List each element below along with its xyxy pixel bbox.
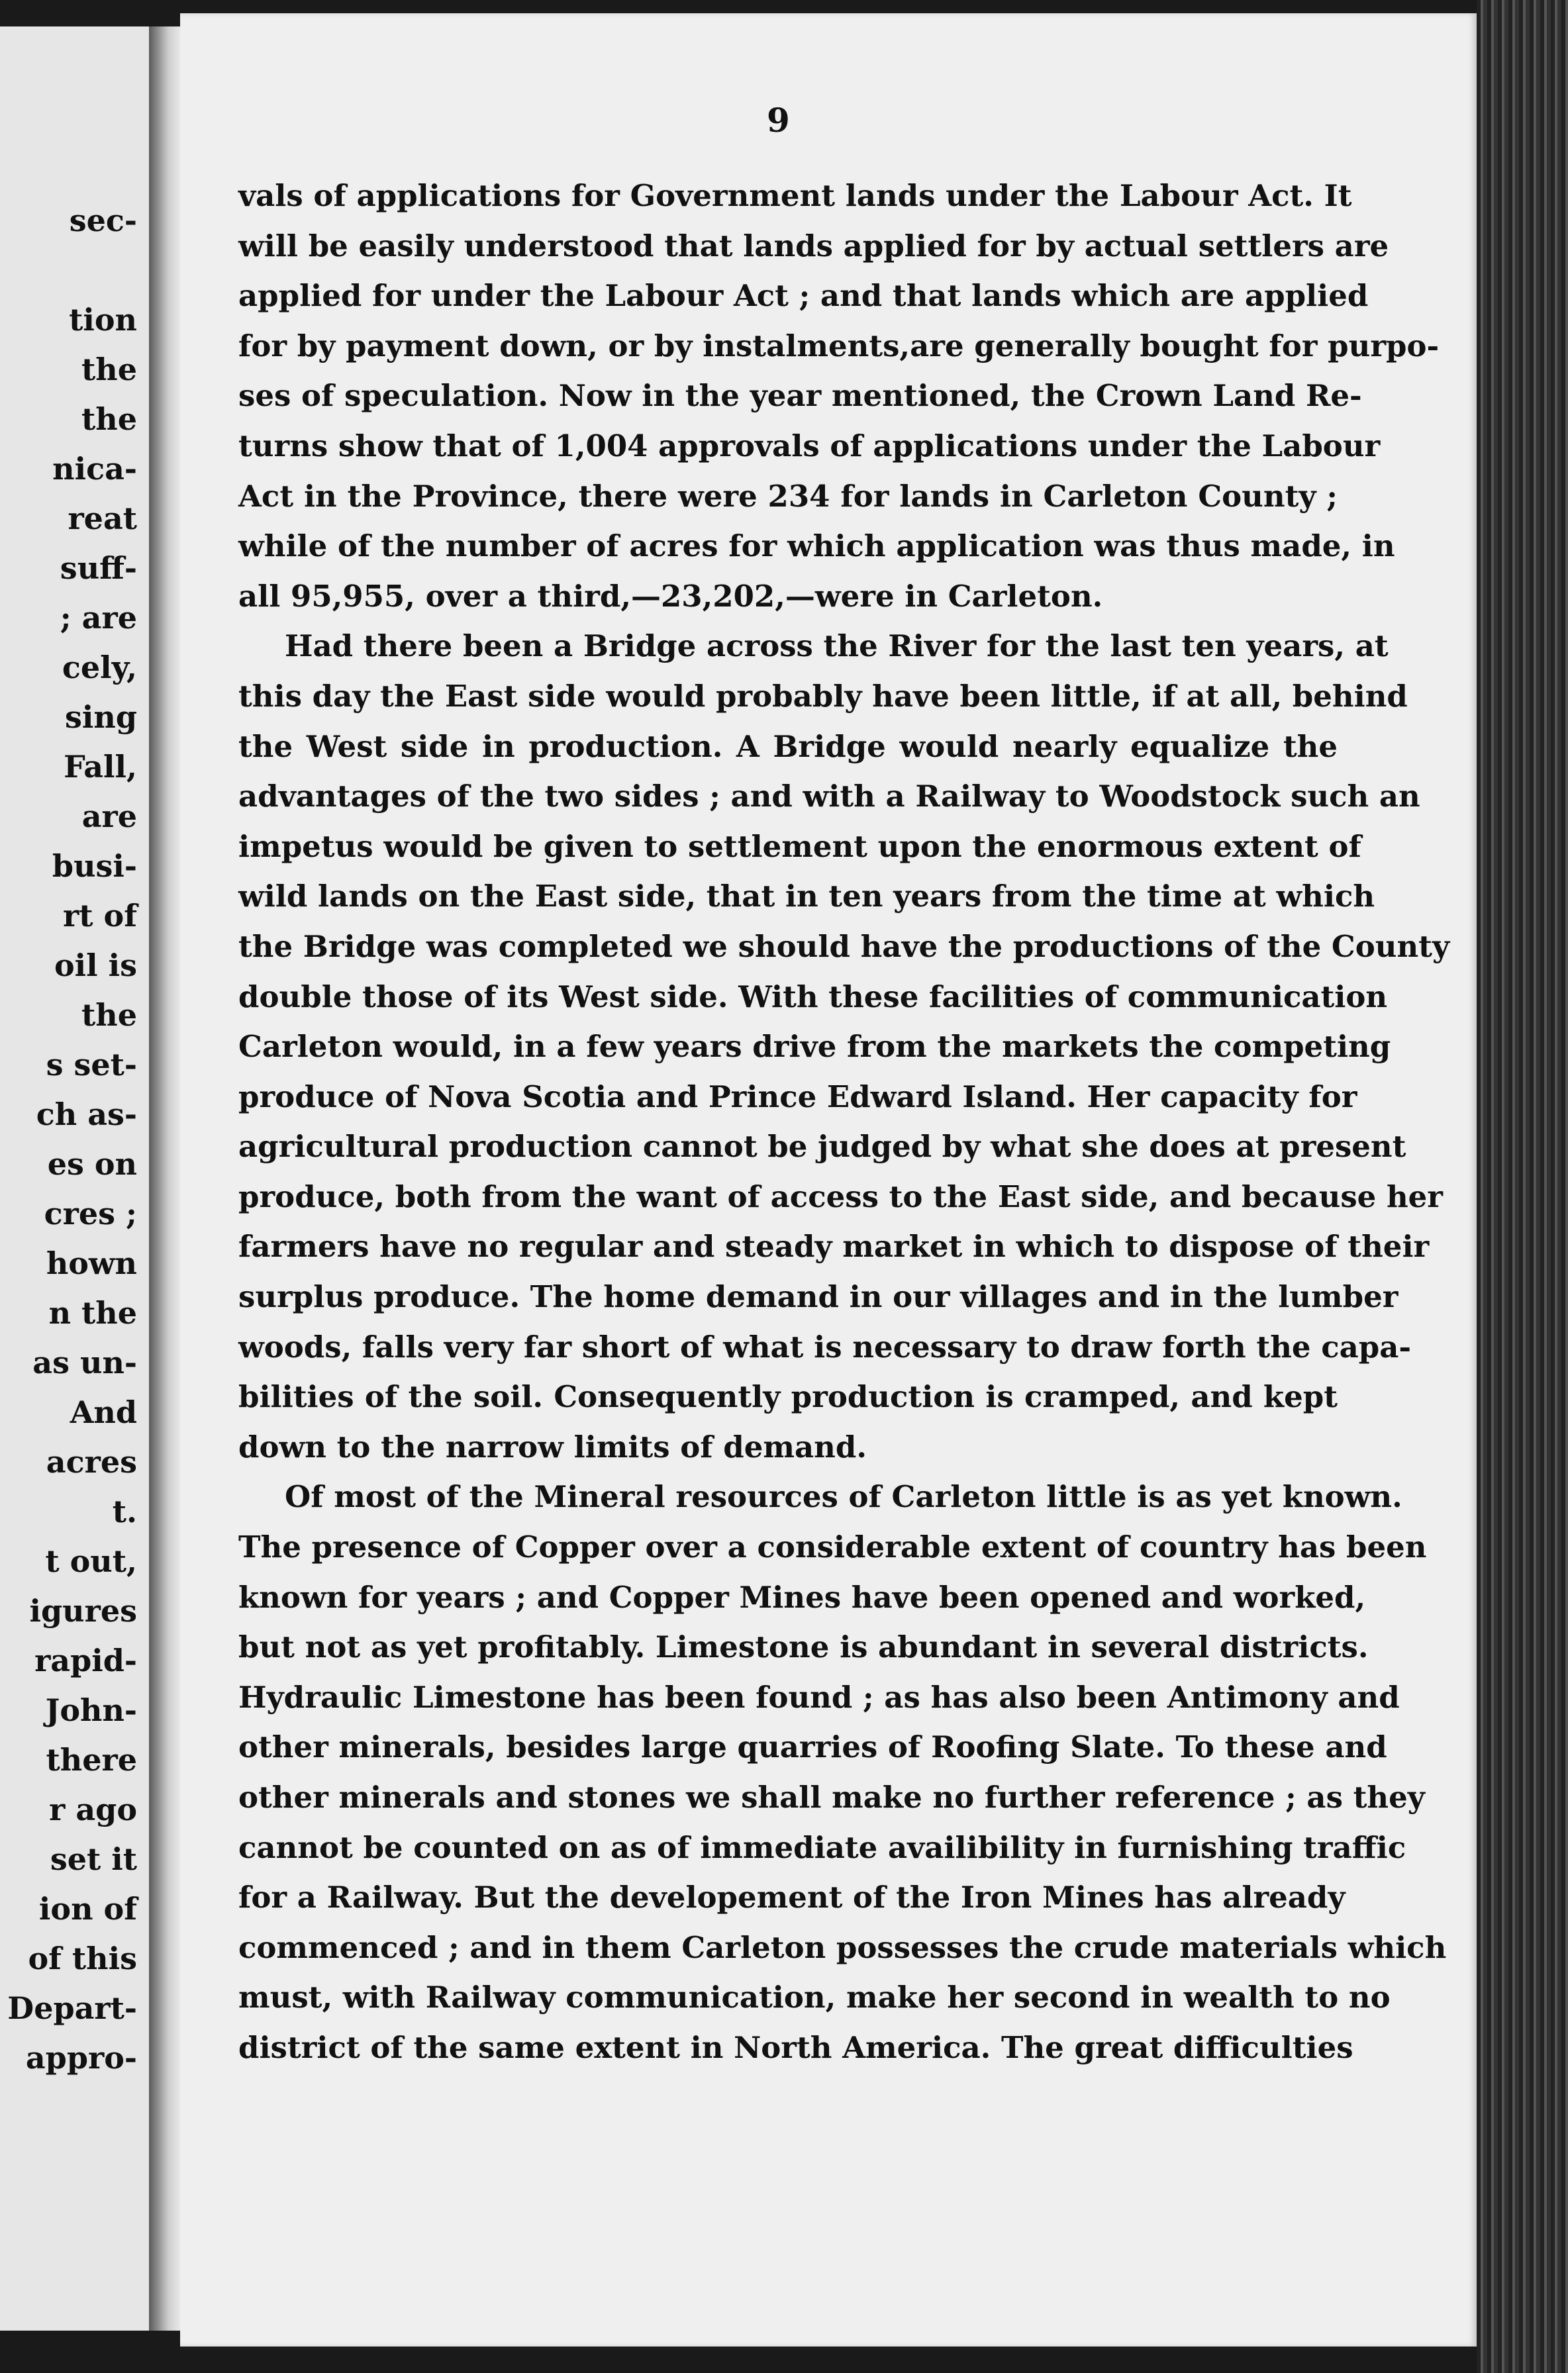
text-line: Hydraulic Limestone has been found ; as has also been Antimony and: [238, 1679, 1400, 1715]
facing-page-fragment: cres ;: [44, 1196, 137, 1232]
text-line: all 95,955, over a third,—23,202,—were in Carleton.: [238, 578, 1103, 614]
text-line: Of most of the Mineral resources of Carleton little is as yet known.: [285, 1479, 1402, 1515]
facing-page-fragment: set it: [50, 1841, 137, 1877]
facing-page-fragment: Depart-: [7, 1990, 137, 2026]
facing-page-fragment: are: [81, 799, 137, 834]
facing-page-fragment: tion: [69, 302, 137, 338]
text-line: but not as yet profitably. Limestone is abundant in several districts.: [238, 1629, 1369, 1665]
text-line: wild lands on the East side, that in ten years from the time at which: [238, 879, 1375, 914]
facing-page-fragment: nica-: [52, 451, 137, 487]
text-line: for a Railway. But the developement of the Iron Mines has already: [238, 1880, 1346, 1915]
facing-page-fragment: the: [81, 401, 137, 437]
text-line: other minerals, besides large quarries of Roofing Slate. To these and: [238, 1729, 1387, 1765]
text-line: turns show that of 1,004 approvals of applications under the Labour: [238, 428, 1381, 463]
facing-page-fragment: r ago: [49, 1792, 137, 1827]
facing-page-fragment: t out,: [45, 1543, 137, 1579]
text-line: this day the East side would probably have been little, if at all, behind: [238, 678, 1408, 714]
text-line: farmers have no regular and steady market in which to dispose of their: [238, 1229, 1430, 1265]
text-line: known for years ; and Copper Mines have been opened and worked,: [238, 1579, 1366, 1615]
facing-page-fragment: appro-: [25, 2040, 137, 2076]
text-line: The presence of Copper over a considerable extent of country has been: [238, 1529, 1427, 1565]
page-text: [238, 171, 1450, 2073]
facing-page-fragment: t.: [112, 1494, 137, 1529]
facing-page-fragment: the: [81, 997, 137, 1033]
facing-page-fragment: hown: [46, 1245, 137, 1281]
facing-page-fragment: reat: [68, 501, 137, 536]
facing-page-fragment: n the: [48, 1295, 137, 1331]
text-line: Carleton would, in a few years drive from the markets the competing: [238, 1029, 1391, 1065]
facing-page-fragment: acres: [46, 1444, 137, 1480]
facing-page-fragment: ion of: [38, 1891, 137, 1927]
text-line: produce, both from the want of access to the East side, and because her: [238, 1179, 1444, 1214]
facing-page-fragment: Fall,: [64, 749, 137, 785]
facing-page-fragment: John-: [45, 1692, 137, 1728]
text-line: ses of speculation. Now in the year mentioned, the Crown Land Re-: [238, 378, 1362, 414]
facing-page-fragment: of this: [28, 1941, 137, 1976]
text-line: district of the same extent in North America. The great difficulties: [238, 2029, 1353, 2065]
facing-page-fragment: the: [81, 352, 137, 387]
facing-page-fragment: suff-: [60, 550, 137, 586]
text-line: woods, falls very far short of what is necessary to draw forth the capa-: [238, 1329, 1412, 1365]
text-line: for by payment down, or by instalments,are generally bought for purpo-: [238, 328, 1440, 363]
facing-page-fragment: s set-: [46, 1047, 137, 1083]
text-line: surplus produce. The home demand in our villages and in the lumber: [238, 1279, 1398, 1315]
facing-page-fragment: es on: [47, 1146, 137, 1182]
text-line: impetus would be given to settlement upon the enormous extent of: [238, 828, 1361, 864]
text-line: Act in the Province, there were 234 for lands in Carleton County ;: [238, 478, 1338, 514]
facing-page: [0, 26, 152, 2331]
facing-page-fragment: And: [70, 1394, 137, 1430]
facing-page-fragment: oil is: [54, 947, 137, 983]
text-line: down to the narrow limits of demand.: [238, 1429, 867, 1465]
page-number: 9: [767, 101, 790, 140]
text-line: Had there been a Bridge across the River for the last ten years, at: [285, 628, 1389, 664]
facing-page-fragment: sing: [65, 699, 137, 735]
facing-page-fragment: there: [46, 1742, 137, 1778]
facing-page-fragment: as un-: [32, 1345, 137, 1380]
text-line: the Bridge was completed we should have the productions of the County: [238, 928, 1450, 964]
text-line: applied for under the Labour Act ; and that lands which are applied: [238, 278, 1369, 314]
text-line: the West side in production. A Bridge would nearly equalize the: [238, 728, 1338, 764]
text-line: will be easily understood that lands applied for by actual settlers are: [238, 228, 1389, 264]
text-line: other minerals and stones we shall make no further reference ; as they: [238, 1780, 1425, 1815]
text-line: cannot be counted on as of immediate availibility in furnishing traffic: [238, 1829, 1406, 1865]
text-line: produce of Nova Scotia and Prince Edward Island. Her capacity for: [238, 1079, 1357, 1114]
facing-page-fragment: ; are: [60, 600, 137, 636]
text-line: agricultural production cannot be judged by what she does at present: [238, 1129, 1406, 1165]
text-line: bilities of the soil. Consequently production is cramped, and kept: [238, 1379, 1338, 1415]
text-line: double those of its West side. With these facilities of communication: [238, 979, 1388, 1014]
facing-page-fragment: rt of: [63, 898, 137, 934]
text-line: commenced ; and in them Carleton possesses the crude materials which: [238, 1929, 1447, 1965]
page-edges: [1477, 0, 1568, 2373]
text-line: vals of applications for Government lands under the Labour Act. It: [238, 178, 1352, 213]
facing-page-fragment: busi-: [52, 848, 137, 884]
text-line: must, with Railway communication, make her second in wealth to no: [238, 1980, 1391, 2015]
text-line: advantages of the two sides ; and with a Railway to Woodstock such an: [238, 779, 1420, 814]
text-line: while of the number of acres for which application was thus made, in: [238, 528, 1395, 564]
facing-page-fragment: igures: [29, 1593, 137, 1629]
facing-page-fragment: ch as-: [36, 1096, 137, 1132]
facing-page-fragment: cely,: [62, 650, 137, 685]
facing-page-fragment: rapid-: [34, 1643, 137, 1678]
book-gutter: [149, 26, 182, 2331]
facing-page-fragment: sec-: [69, 203, 137, 238]
